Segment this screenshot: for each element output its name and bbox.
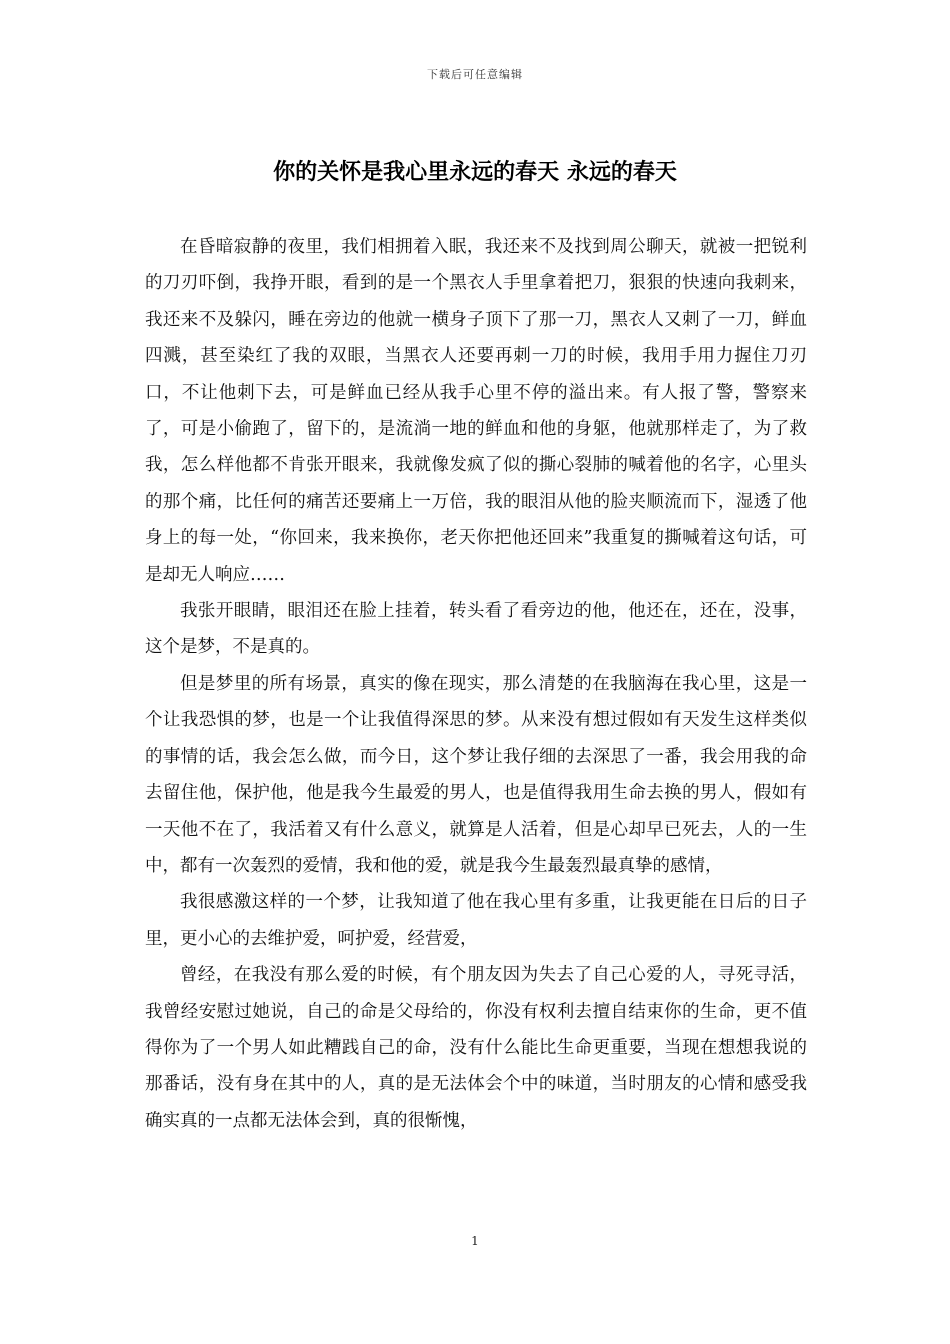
document-title: 你的关怀是我心里永远的春天 永远的春天 <box>273 160 677 185</box>
document-body <box>145 229 807 1139</box>
paragraph: 在昏暗寂静的夜里，我们相拥着入眠，我还来不及找到周公聊天，就被一把锐利的刀刃吓倒，我挣开眼，看到的是一个黑衣人手里拿着把刀，狠狠的快速向我刺来，我还来不及躲闪，睡在旁边的他就一横身子顶下了那一刀，黑衣人又刺了一刀，鲜血四溅，甚至染红了我的双眼，当黑衣人还要再刺一刀的时候，我用手用力握住刀刃口，不让他刺下去，可是鲜血已经从我手心里不停的溢出来。有人报了警，警察来了，可是小偷跑了，留下的，是流淌一地的鲜血和他的身躯，他就那样走了，为了救我，怎么样他都不肯张开眼来，我就像发疯了似的撕心裂肺的喊着他的名字，心里头的那个痛，比任何的痛苦还要痛上一万倍，我的眼泪从他的脸夹顺流而下，湿透了他身上的每一处，“你回来，我来换你，老天你把他还回来”我重复的撕喊着这句话，可是却无人响应…… <box>145 237 807 585</box>
header-note: 下载后可任意编辑 <box>427 68 523 81</box>
paragraph: 我很感激这样的一个梦，让我知道了他在我心里有多重，让我更能在日后的日子里，更小心的去维护爱，呵护爱，经营爱， <box>145 892 807 949</box>
paragraph: 我张开眼睛，眼泪还在脸上挂着，转头看了看旁边的他，他还在，还在，没事，这个是梦，不是真的。 <box>145 601 807 658</box>
paragraph: 但是梦里的所有场景，真实的像在现实，那么清楚的在我脑海在我心里，这是一个让我恐惧的梦，也是一个让我值得深思的梦。从来没有想过假如有天发生这样类似的事情的话，我会怎么做，而今日，这个梦让我仔细的去深思了一番，我会用我的命去留住他，保护他，他是我今生最爱的男人，也是值得我用生命去换的男人，假如有一天他不在了，我活着又有什么意义，就算是人活着，但是心却早已死去，人的一生中，都有一次轰烈的爱情，我和他的爱，就是我今生最轰烈最真挚的感情， <box>145 673 807 876</box>
page-number: 1 <box>471 1234 479 1248</box>
paragraph: 曾经，在我没有那么爱的时候，有个朋友因为失去了自己心爱的人，寻死寻活，我曾经安慰过她说，自己的命是父母给的，你没有权利去擅自结束你的生命，更不值得你为了一个男人如此糟践自己的命，没有什么能比生命更重要，当现在想想我说的那番话，没有身在其中的人，真的是无法体会个中的味道，当时朋友的心情和感受我确实真的一点都无法体会到，真的很惭愧， <box>145 965 807 1131</box>
